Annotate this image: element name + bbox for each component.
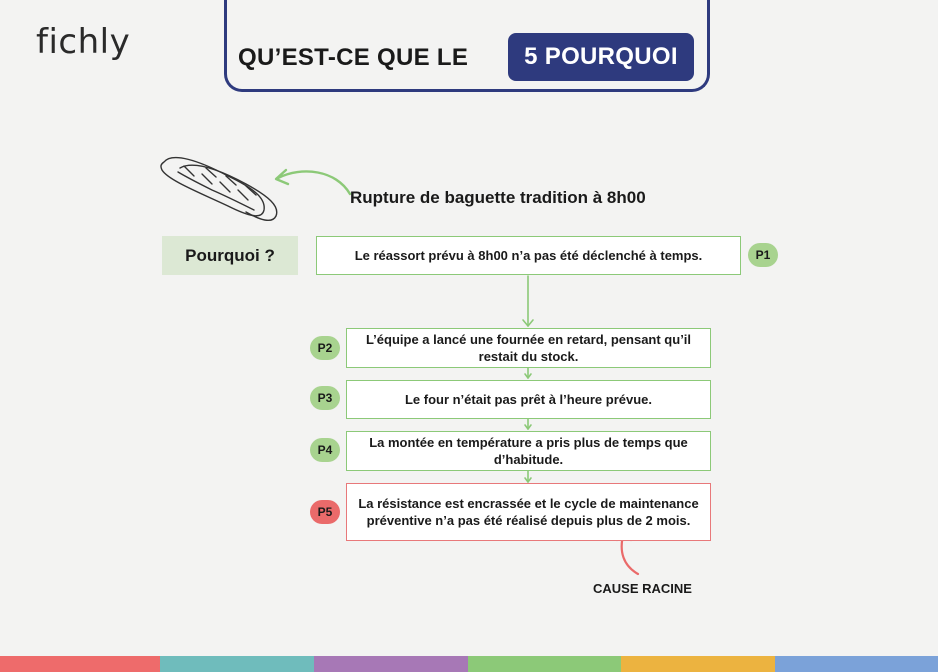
why-step-3: Le four n’était pas prêt à l’heure prévue. <box>346 380 711 419</box>
footer-band-yellow <box>621 656 775 672</box>
step-badge-p3: P3 <box>310 386 340 410</box>
why-step-5: La résistance est encrassée et le cycle de maintenance préventive n’a pas été réalisé depuis plus de 2 mois. <box>346 483 711 541</box>
problem-statement: Rupture de baguette tradition à 8h00 <box>350 188 646 207</box>
title-highlight: 5 POURQUOI <box>508 33 694 81</box>
step-badge-p4: P4 <box>310 438 340 462</box>
step-badge-p1: P1 <box>748 243 778 267</box>
step-badge-p2: P2 <box>310 336 340 360</box>
why-step-2: L’équipe a lancé une fournée en retard, pensant qu’il restait du stock. <box>346 328 711 368</box>
root-cause-label: CAUSE RACINE <box>593 581 692 596</box>
why-step-4: La montée en température a pris plus de temps que d’habitude. <box>346 431 711 471</box>
page-title: QU’EST-CE QUE LE <box>238 44 469 71</box>
step-badge-p5: P5 <box>310 500 340 524</box>
footer-band-purple <box>314 656 468 672</box>
footer-band-teal <box>160 656 314 672</box>
footer-band-red <box>0 656 160 672</box>
logo: fichly <box>36 22 131 62</box>
footer-band-green <box>468 656 621 672</box>
why-step-1: Le réassort prévu à 8h00 n’a pas été déclenché à temps. <box>316 236 741 275</box>
footer-band-blue <box>775 656 938 672</box>
pourquoi-label: Pourquoi ? <box>162 236 298 275</box>
